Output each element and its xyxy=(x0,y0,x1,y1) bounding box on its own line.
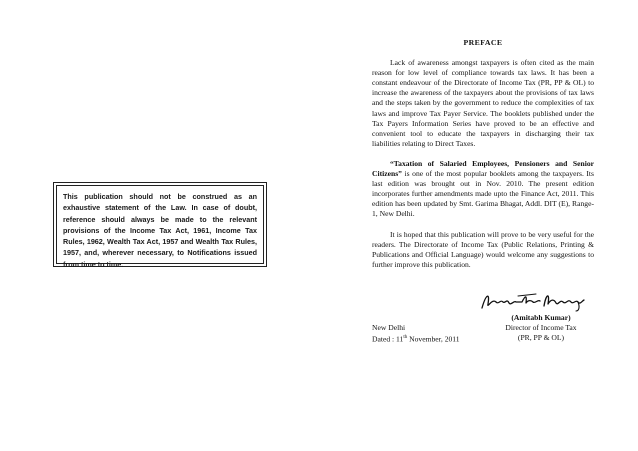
preface-paragraph-2-text: is one of the most popular booklets among the taxpayers. Its last edition was brought out in Nov. 2010. The present edition incorporates further amendments made upto the Finance Act, 2011. This edition has been updated by Smt. Garima Bhagat, Addl. DIT (E), Range-1, New Delhi. xyxy=(372,169,594,219)
signatory-office: (PR, PP & OL) xyxy=(517,333,565,343)
date-prefix: Dated : 11 xyxy=(372,334,404,344)
preface-paragraph-2 xyxy=(372,159,594,220)
preface-section xyxy=(372,38,594,280)
handwritten-signature xyxy=(478,290,594,312)
preface-paragraph-3: It is hoped that this publication will prove to be very useful for the readers. The Directorate of Income Tax (Public Relations, Printing & Publications and Official Language) would welcome any suggestions to further improve this publication. xyxy=(372,229,594,269)
date-suffix-ordinal: th xyxy=(403,335,408,341)
date-rest: November, 2011 xyxy=(407,334,460,344)
place-date-block xyxy=(372,323,460,345)
place: New Delhi xyxy=(372,323,406,332)
disclaimer-text: This publication should not be construed as an exhaustive statement of the Law. In case of doubt, reference should always be made to the relevant provisions of the Income Tax Act, 1961, Income Tax Rules, 1962, Wealth Tax Act, 1957 and Wealth Tax Rules, 1957, and, wherever necessary, to Notifications issued from time to time. xyxy=(56,185,264,264)
preface-title: PREFACE xyxy=(463,38,503,47)
disclaimer-box xyxy=(53,182,267,267)
signatory-block xyxy=(488,323,594,344)
signatory-designation: Director of Income Tax xyxy=(505,323,577,332)
preface-paragraph-1: Lack of awareness amongst taxpayers is often cited as the main reason for low level of compliance towards tax laws. It has been a constant endeavour of the Directorate of Income Tax (PR, PP & OL) to increase the awareness of the taxpayers about the provisions of tax laws and the steps taken by the government to reduce the complexities of tax laws and improve Tax Payer Service. The booklets published under the Tax Payers Information Series have proved to be an effective and convenient tool to educate the taxpayers in discharging their tax liabilities relating to Direct Taxes. xyxy=(372,58,594,148)
signatory-name: (Amitabh Kumar) xyxy=(511,313,571,322)
date xyxy=(372,333,460,345)
booklet-title: “Taxation of Salaried Employees, Pensioners and Senior Citizens” xyxy=(372,158,594,179)
